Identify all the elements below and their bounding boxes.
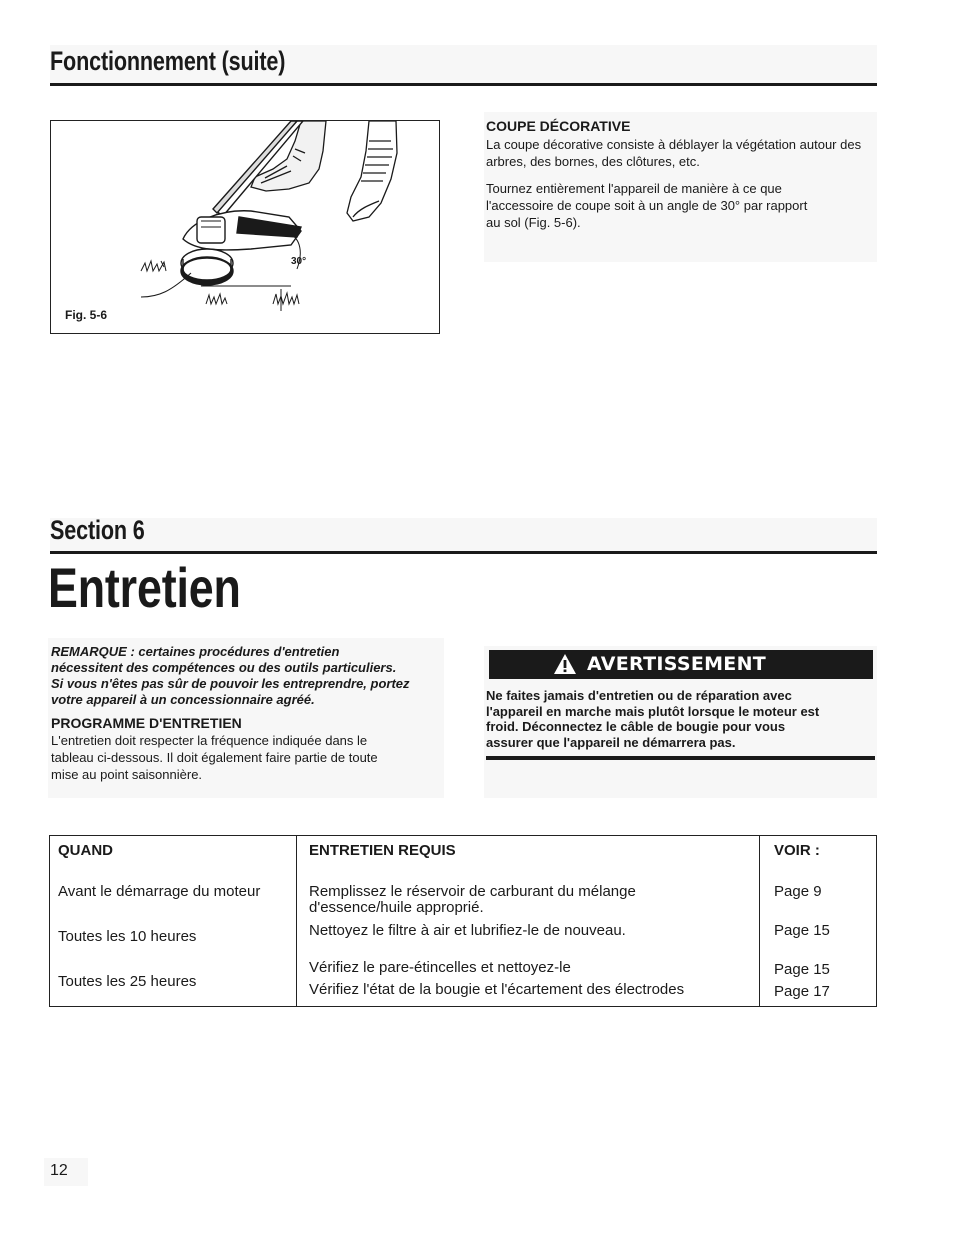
figure-5-6 bbox=[50, 120, 440, 334]
maintenance-cell: d'essence/huile approprié. bbox=[309, 899, 484, 916]
maintenance-cell: Vérifiez le pare-étincelles et nettoyez-le bbox=[309, 959, 571, 976]
decorative-cut-paragraph-2-line-3: au sol (Fig. 5-6). bbox=[486, 215, 581, 230]
header-see: VOIR : bbox=[774, 842, 820, 859]
schedule-line-3: mise au point saisonnière. bbox=[51, 767, 203, 782]
decorative-cut-heading: COUPE DÉCORATIVE bbox=[486, 118, 631, 134]
when-cell: Toutes les 10 heures bbox=[58, 928, 197, 945]
when-cell: Avant le démarrage du moteur bbox=[58, 883, 261, 900]
decorative-cut-paragraph-2-line-1: Tournez entièrement l'appareil de manière à ce que bbox=[486, 181, 782, 196]
warning-line-4: assurer que l'appareil ne démarrera pas. bbox=[486, 734, 736, 750]
see-cell: Page 9 bbox=[774, 883, 822, 900]
when-column bbox=[50, 836, 297, 1007]
warning-line-1: Ne faites jamais d'entretien ou de réparation avec bbox=[486, 688, 792, 703]
note-line-2: nécessitent des compétences ou des outils particuliers. bbox=[51, 660, 397, 675]
section-label: Section 6 bbox=[50, 515, 145, 545]
header-maintenance: ENTRETIEN REQUIS bbox=[309, 842, 456, 859]
warning-rule bbox=[486, 756, 875, 760]
decorative-cut-paragraph-2-line-2: l'accessoire de coupe soit à un angle de 30° par rapport bbox=[486, 198, 808, 213]
see-cell: Page 17 bbox=[774, 983, 830, 1000]
maintenance-cell: Vérifiez l'état de la bougie et l'écartement des électrodes bbox=[309, 981, 685, 998]
schedule-heading: PROGRAMME D'ENTRETIEN bbox=[51, 715, 242, 731]
angle-label: 30° bbox=[291, 256, 307, 267]
page-number: 12 bbox=[50, 1162, 68, 1179]
note-line-4: votre appareil à un concessionnaire agréé. bbox=[51, 692, 315, 707]
decorative-cut-paragraph-1: La coupe décorative consiste à déblayer la végétation autour des arbres, des bornes, des clôtures, etc. bbox=[486, 137, 862, 169]
warning-line-2: l'appareil en marche mais plutôt lorsque le moteur est bbox=[486, 703, 820, 719]
warning-line-3: froid. Déconnectez le câble de bougie pour vous bbox=[486, 719, 786, 734]
note-line-3: Si vous n'êtes pas sûr de pouvoir les entreprendre, portez bbox=[51, 676, 410, 691]
see-cell: Page 15 bbox=[774, 961, 830, 978]
warning-label: AVERTISSEMENT bbox=[587, 653, 767, 675]
section-rule bbox=[50, 551, 877, 554]
header-when: QUAND bbox=[58, 842, 113, 859]
maintenance-column bbox=[297, 836, 760, 1007]
maintenance-cell: Nettoyez le filtre à air et lubrifiez-le de nouveau. bbox=[309, 922, 626, 939]
maintenance-cell: Remplissez le réservoir de carburant du mélange bbox=[309, 883, 636, 900]
warning-triangle-icon bbox=[553, 653, 577, 675]
figure-caption: Fig. 5-6 bbox=[65, 308, 108, 322]
note-line-1: REMARQUE : certaines procédures d'entretien bbox=[51, 644, 340, 659]
page-header-title: Fonctionnement (suite) bbox=[50, 46, 286, 76]
when-cell: Toutes les 25 heures bbox=[58, 973, 197, 990]
warning-banner bbox=[489, 650, 873, 679]
header-rule bbox=[50, 83, 877, 86]
see-cell: Page 15 bbox=[774, 922, 830, 939]
section-title: Entretien bbox=[48, 556, 241, 619]
trimmer-illustration bbox=[51, 121, 440, 334]
schedule-line-2: tableau ci-dessous. Il doit également faire partie de toute bbox=[51, 750, 378, 765]
see-column bbox=[760, 836, 877, 1007]
maintenance-table bbox=[49, 835, 877, 1007]
schedule-line-1: L'entretien doit respecter la fréquence indiquée dans le bbox=[51, 733, 368, 748]
